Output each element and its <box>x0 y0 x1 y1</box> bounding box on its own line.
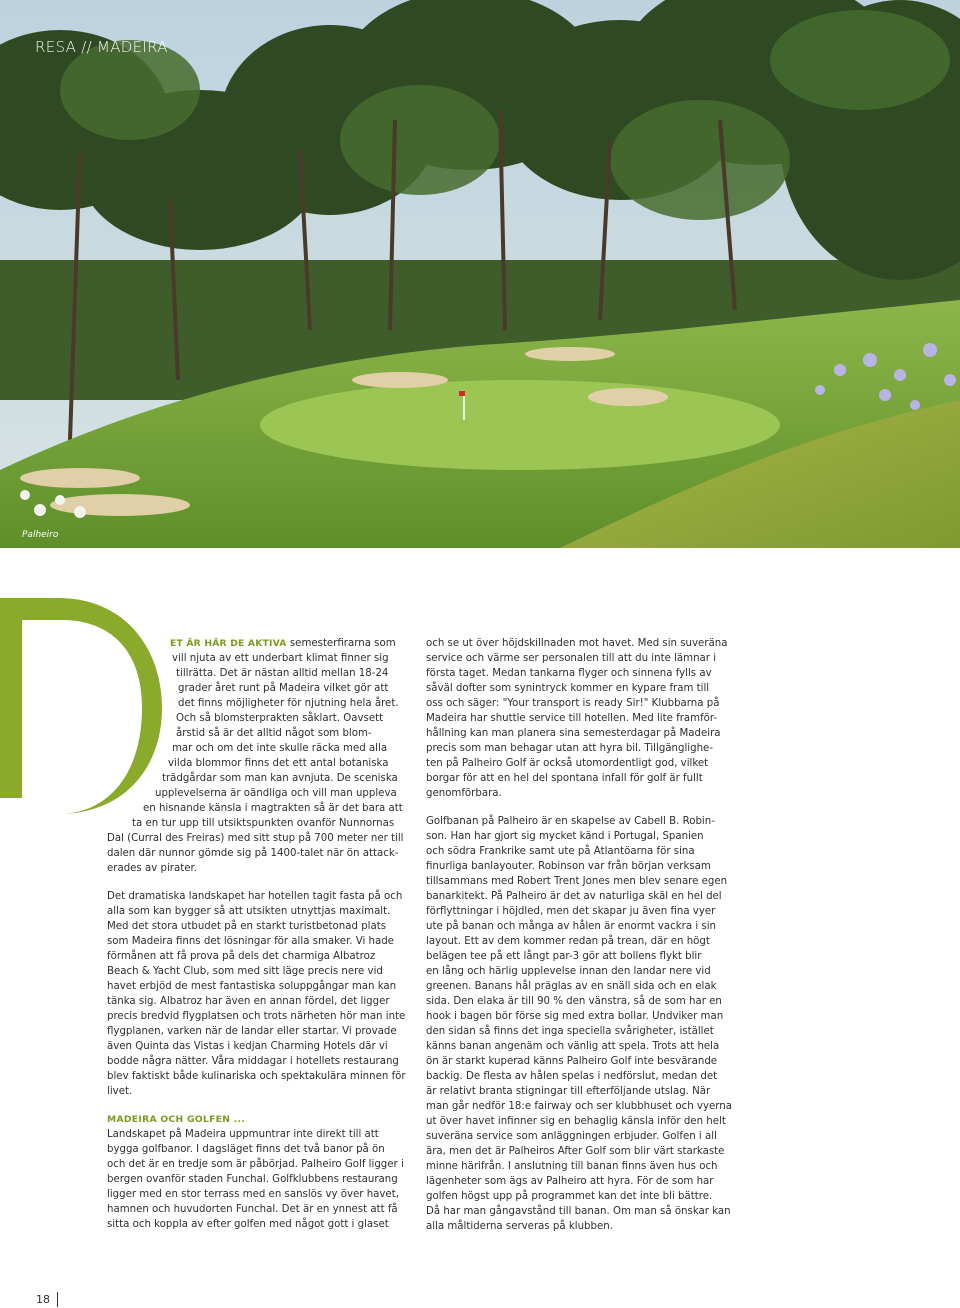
para-line: hook i bagen bör förse sig med extra bollar. Undviker man <box>426 1011 724 1022</box>
para-line: förflyttningar i höjdled, men det skapar ju även fina vyer <box>426 906 716 917</box>
para-line: layout. Ett av dem kommer redan på trean, där en högt <box>426 936 710 947</box>
para-line: genomförbara. <box>426 788 502 799</box>
para-line: bodde några nätter. Våra middagar i hotellets restaurang <box>107 1056 399 1067</box>
para-line: även Quinta das Vistas i kedjan Charming Hotels där vi <box>107 1041 388 1052</box>
intro-line: trädgårdar som man kan avnjuta. De sceniska <box>162 773 398 784</box>
para-line: lägenheter som ägs av Palheiro att hyra. För de som har <box>426 1176 714 1187</box>
para-line: minne härifrån. I anslutning till banan finns även hus och <box>426 1161 718 1172</box>
para-line: Landskapet på Madeira uppmuntrar inte direkt till att <box>107 1129 379 1140</box>
intro-line: grader året runt på Madeira vilket gör att <box>178 683 389 694</box>
intro-line: erades av pirater. <box>107 863 197 874</box>
intro-line: en hisnande känsla i magtrakten så är det bara att <box>143 803 403 814</box>
para-line: Golfbanan på Palheiro är en skapelse av Cabell B. Robin- <box>426 816 715 827</box>
para-line: och det är en tredje som är påbörjad. Palheiro Golf ligger i <box>107 1159 404 1170</box>
article-left-column <box>0 636 420 1232</box>
para-line: Med det stora utbudet på en starkt turistbetonad plats <box>107 921 387 932</box>
golf-course-illustration <box>0 0 960 548</box>
intro-line: årstid så är det alltid något som blom- <box>176 728 372 739</box>
para-line: är relativt branta stigningar till efterföljande utslag. När <box>426 1086 711 1097</box>
section-label: RESA // MADEIRA <box>35 38 168 56</box>
intro-line: vill njuta av ett underbart klimat finner sig <box>172 653 389 664</box>
para-line: och södra Frankrike samt ute på Atlantöarna för sina <box>426 846 695 857</box>
subheading: MADEIRA OCH GOLFEN ... <box>107 1114 246 1125</box>
para-line: alla måltiderna serveras på klubben. <box>426 1221 613 1232</box>
para-line: tänka sig. Albatroz har även en annan fördel, det ligger <box>107 996 390 1007</box>
para-line: såväl dofter som synintryck kommer en kypare fram till <box>426 683 710 694</box>
para-line: Madeira har shuttle service till hotellen. Med lite framför- <box>426 713 718 724</box>
para-line: Beach & Yacht Club, som med sitt läge precis nere vid <box>107 966 383 977</box>
article-right-column <box>426 636 746 1234</box>
intro-line: det finns möjligheter för njutning hela året. <box>178 698 399 709</box>
para-line: ön är starkt kuperad känns Palheiro Golf inte besvärande <box>426 1056 718 1067</box>
intro-line: upplevelserna är oändliga och vill man uppleva <box>155 788 397 799</box>
page-number-divider <box>57 1292 58 1307</box>
intro-first-line <box>0 636 420 651</box>
para-line: ära, men det är Palheiros After Golf som blir värt starkaste <box>426 1146 725 1157</box>
intro-line: Dal (Curral des Freiras) med sitt stup på 700 meter ner till <box>107 833 404 844</box>
para-line: banarkitekt. På Palheiro är det av naturliga skäl en hel del <box>426 891 722 902</box>
photo-caption: Palheiro <box>22 530 59 540</box>
para-line: belägen tee på ett långt par-3 gör att bollens flykt blir <box>426 951 702 962</box>
para-line: blev faktiskt både kulinariska och spektakulära minnen för <box>107 1071 406 1082</box>
para-line: en lång och härlig upplevelse innan den landar nere vid <box>426 966 711 977</box>
para-line: hållning kan man planera sina semesterdagar på Madeira <box>426 728 721 739</box>
article-kicker: ET ÄR HÄR DE AKTIVA <box>170 638 287 649</box>
intro-line: ta en tur upp till utsiktspunkten ovanför Nunnornas <box>132 818 395 829</box>
intro-line: mar och om det inte skulle räcka med alla <box>172 743 388 754</box>
para-line: precis bredvid flygplatsen och trots närheten hör man inte <box>107 1011 406 1022</box>
intro-line: semesterfirarna som <box>286 638 396 649</box>
page-number: 18 <box>36 1293 50 1306</box>
para-line: oss och säger: "Your transport is ready Sir!" Klubbarna på <box>426 698 720 709</box>
para-line: greenen. Banans hål präglas av en snäll sida och en elak <box>426 981 717 992</box>
para-line: alla som kan bygger så att utsikten utnyttjas maximalt. <box>107 906 391 917</box>
para-line: bygga golfbanor. I dagsläget finns det två banor på ön <box>107 1144 385 1155</box>
intro-line: dalen där nunnor gömde sig på 1400-talet när ön attack- <box>107 848 399 859</box>
para-line: ten på Palheiro Golf är också utomordentligt god, vilket <box>426 758 709 769</box>
para-line: borgar för att en hel del spontana infall för golf är fullt <box>426 773 703 784</box>
para-line: Då har man gångavstånd till banan. Om man så önskar kan <box>426 1206 731 1217</box>
para-line: hamnen och huvudorten Funchal. Det är en ynnest att få <box>107 1204 398 1215</box>
intro-line: vilda blommor finns det ett antal botaniska <box>168 758 389 769</box>
hero-photo <box>0 0 960 548</box>
para-line: havet erbjöd de mest fantastiska soluppgångar man kan <box>107 981 397 992</box>
para-line: ut över havet infinner sig en behaglig känsla inför den helt <box>426 1116 726 1127</box>
paragraph-hotels <box>0 889 420 1232</box>
para-line: finurliga banlayouter. Robinson var från början verksam <box>426 861 711 872</box>
para-line: service och värme ser personalen till att du inte lämnar i <box>426 653 717 664</box>
para-line: den sidan så finns det inga speciella svårigheter, istället <box>426 1026 714 1037</box>
para-line: precis som man behagar utan att hyra bil. Tillgänglighe- <box>426 743 713 754</box>
para-line: ligger med en stor terrass med en sanslös vy över havet, <box>107 1189 399 1200</box>
para-line: Det dramatiska landskapet har hotellen tagit fasta på och <box>107 891 403 902</box>
intro-line: Och så blomsterprakten såklart. Oavsett <box>176 713 384 724</box>
para-line: som Madeira finns det lösningar för alla smaker. Vi hade <box>107 936 394 947</box>
para-line: flygplanen, varken när de landar eller startar. Vi provade <box>107 1026 397 1037</box>
para-line: känns banan angenäm och vänlig att spela. Trots att hela <box>426 1041 720 1052</box>
para-line: sitta och koppla av efter golfen med något gott i glaset <box>107 1219 389 1230</box>
para-line: backig. De flesta av hålen spelas i nedförslut, medan det <box>426 1071 718 1082</box>
para-line: livet. <box>107 1086 133 1097</box>
para-line: bergen ovanför staden Funchal. Golfklubbens restaurang <box>107 1174 398 1185</box>
para-line: son. Han har gjort sig mycket känd i Portugal, Spanien <box>426 831 704 842</box>
para-line: suveräna service som anläggningen erbjuder. Golfen i all <box>426 1131 717 1142</box>
para-line: förmånen att få prova på dels det charmiga Albatroz <box>107 951 376 962</box>
intro-line: tillrätta. Det är nästan alltid mellan 18-24 <box>176 668 389 679</box>
para-line: ute på banan och många av hålen är enormt vackra i sin <box>426 921 717 932</box>
para-line: sida. Den elaka är till 90 % den vänstra, så de som har en <box>426 996 722 1007</box>
para-line: golfen högst upp på programmet kan det inte bli bättre. <box>426 1191 713 1202</box>
para-line: tillsammans med Robert Trent Jones men blev senare egen <box>426 876 728 887</box>
para-line: första taget. Medan tankarna flyger och sinnena fylls av <box>426 668 712 679</box>
para-line: och se ut över höjdskillnaden mot havet. Med sin suveräna <box>426 638 728 649</box>
para-line: man går nedför 18:e fairway och ser klubbhuset och vyerna <box>426 1101 732 1112</box>
